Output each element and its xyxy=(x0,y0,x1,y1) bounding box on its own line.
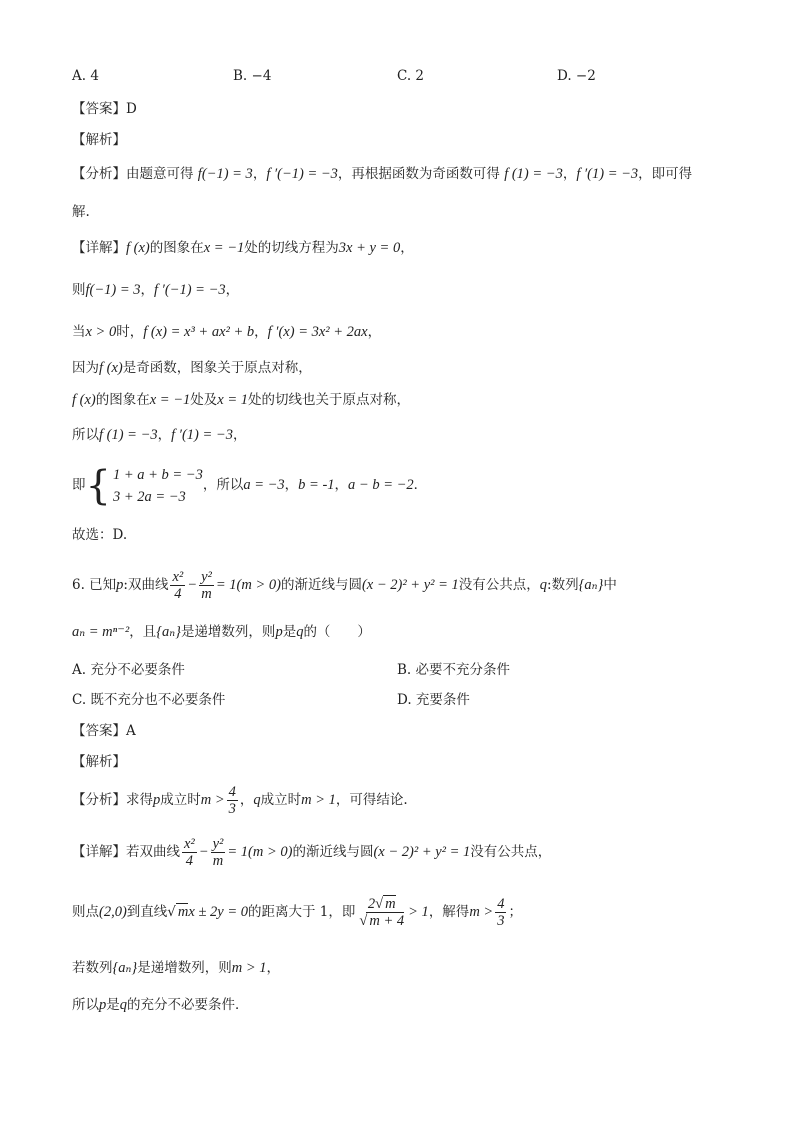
minus-sign: − xyxy=(198,844,209,860)
math-expression: f ′(1) = −3 xyxy=(171,427,233,443)
math-expression: x = 1 xyxy=(217,392,248,408)
math-expression: p xyxy=(99,997,107,1013)
detail-text: ； xyxy=(508,904,522,920)
detail-text: 的渐近线与圆 xyxy=(292,844,374,860)
sqrt-icon: √ xyxy=(359,913,368,929)
stem-text: 的渐近线与圆 xyxy=(280,577,362,593)
math-expression: f (1) = −3 xyxy=(99,427,158,443)
fenxi-text: 求得 xyxy=(126,792,153,808)
detail-text: 到直线 xyxy=(126,904,168,920)
fraction-numerator xyxy=(366,896,398,913)
detail-text: 处的切线也关于原点对称， xyxy=(248,392,410,408)
stem-text: 的（ ） xyxy=(303,624,371,640)
sqrt-content: m xyxy=(177,904,189,920)
detail-text: 时， xyxy=(116,324,144,340)
q5-fenxi-line-2: 解. xyxy=(72,204,90,220)
math-expression: {aₙ} xyxy=(578,577,604,593)
q6-analysis-heading: 【解析】 xyxy=(72,754,126,770)
math-expression: f (x) xyxy=(99,360,123,376)
math-expression: a = −3 xyxy=(243,477,285,493)
math-expression: m > 1 xyxy=(301,792,336,808)
q5-option-b: B. −4 xyxy=(233,68,272,84)
detail-text: 所以 xyxy=(72,997,99,1013)
fraction xyxy=(199,569,214,602)
q5-detail-line-2: 则f(−1) = 3，f ′(−1) = −3， xyxy=(72,282,240,298)
q6-detail-line-4 xyxy=(72,995,249,1015)
math-expression: m > xyxy=(200,792,225,808)
stem-text: :数列 xyxy=(547,577,579,593)
math-expression: f (x) xyxy=(72,392,96,408)
q6-stem-line xyxy=(72,565,617,605)
fraction-numerator: y² xyxy=(212,836,224,852)
answer-label: 【答案】 xyxy=(72,723,126,739)
detail-text: 的图象在 xyxy=(95,392,150,408)
q5-option-a: A. 4 xyxy=(72,68,99,84)
q6-answer-line xyxy=(72,721,136,741)
fenxi-text: ，再根据函数为奇函数可得 xyxy=(337,166,500,182)
stem-text: 是 xyxy=(282,624,297,640)
q5-analysis-heading: 【解析】 xyxy=(72,132,126,148)
fenxi-text: ， xyxy=(239,792,254,808)
math-expression: a − b = −2 xyxy=(348,477,414,493)
q5-answer-line xyxy=(72,99,137,119)
detail-text: 处的切线方程为 xyxy=(244,240,339,256)
stem-text: ，且 xyxy=(129,624,157,640)
math-expression: q xyxy=(539,577,548,593)
detail-text: 当 xyxy=(72,324,86,340)
detail-text: 是递增数列，则 xyxy=(137,960,232,976)
fraction-denominator: 3 xyxy=(497,913,505,929)
detail-text: ， xyxy=(266,960,280,976)
math-expression: p xyxy=(116,577,124,593)
math-expression: f ′(1) = −3 xyxy=(576,166,639,182)
q5-option-c: C. 2 xyxy=(397,68,425,84)
fraction-numerator: 4 xyxy=(497,896,505,912)
fenxi-label: 【分析】 xyxy=(72,792,126,808)
detail-text: 所以 xyxy=(72,427,99,443)
sqrt-icon: √ xyxy=(167,904,176,920)
math-expression: f(−1) = 3 xyxy=(85,282,141,298)
detail-text: 的图象在 xyxy=(149,240,204,256)
fenxi-label: 【分析】 xyxy=(72,166,126,182)
detail-text: ， xyxy=(400,240,414,256)
q6-fenxi-line xyxy=(72,780,408,820)
detail-text: 若数列 xyxy=(72,960,113,976)
detail-label: 【详解】 xyxy=(72,240,126,256)
q5-detail-line-3: 当x > 0时，f (x) = x³ + ax² + b，f ′(x) = 3x² + 2ax， xyxy=(72,324,382,340)
math-expression: b = -1 xyxy=(298,477,335,493)
fraction-denominator: 4 xyxy=(174,586,182,602)
fraction xyxy=(495,896,506,929)
math-expression: f (x) xyxy=(126,240,150,256)
math-expression: f (x) = x³ + ax² + b xyxy=(143,324,255,340)
answer-value: D xyxy=(126,101,137,117)
stem-text: 没有公共点， xyxy=(458,577,540,593)
math-expression: f ′(−1) = −3 xyxy=(154,282,226,298)
math-expression: m > xyxy=(469,904,494,920)
math-expression: = 1(m > 0) xyxy=(227,844,293,860)
answer-label: 【答案】 xyxy=(72,101,126,117)
detail-text: 因为 xyxy=(72,360,99,376)
math-expression: > 1 xyxy=(408,904,429,920)
fraction xyxy=(227,784,238,817)
math-expression: f(−1) = 3 xyxy=(197,166,253,182)
detail-text: 是 xyxy=(106,997,120,1013)
fraction-denominator: 4 xyxy=(185,853,194,869)
answer-value: A xyxy=(126,723,136,739)
q5-detail-line-7: 即 { 1 + a + b = −3 3 + 2a = −3 ，所以a = −3，b = -1，a − b = −2． xyxy=(72,462,428,509)
math-expression: (2,0) xyxy=(99,904,127,920)
fenxi-text: 成立时 xyxy=(160,792,201,808)
q6-option-d: D. 充要条件 xyxy=(397,692,470,708)
q6-stem-line-2 xyxy=(72,622,371,642)
detail-text: 处及 xyxy=(190,392,218,408)
math-expression: f (1) = −3 xyxy=(504,166,563,182)
math-expression: {aₙ} xyxy=(156,624,181,640)
math-expression: (x − 2)² + y² = 1 xyxy=(361,577,459,593)
sqrt-content: m xyxy=(385,896,396,912)
detail-text: 的距离大于 1，即 xyxy=(248,904,356,920)
left-brace-icon: { xyxy=(85,462,111,509)
minus-sign: − xyxy=(187,577,198,593)
sqrt-content: m + 4 xyxy=(369,913,405,929)
math-expression: x > 0 xyxy=(85,324,117,340)
math-expression: aₙ = mⁿ⁻² xyxy=(72,624,130,640)
detail-text: 是奇函数，图象关于原点对称， xyxy=(122,360,312,376)
sqrt-icon: √ xyxy=(375,896,384,912)
fraction xyxy=(182,836,197,869)
q6-detail-line-2 xyxy=(72,890,522,934)
detail-text: 的充分不必要条件． xyxy=(127,997,249,1013)
detail-label: 【详解】 xyxy=(72,844,126,860)
fenxi-text: 由题意可得 xyxy=(126,166,194,182)
coefficient: 2 xyxy=(367,896,376,912)
equation-system xyxy=(86,464,203,508)
math-expression: q xyxy=(253,792,261,808)
q6-option-c: C. 既不充分也不必要条件 xyxy=(72,692,226,708)
q5-detail-line-6: 所以f (1) = −3，f ′(1) = −3， xyxy=(72,427,247,443)
stem-text: :双曲线 xyxy=(123,577,169,593)
math-expression: (x − 2)² + y² = 1 xyxy=(373,844,471,860)
fraction-denominator: m xyxy=(201,586,212,602)
stem-text: 是递增数列，则 xyxy=(180,624,276,640)
detail-text: 则 xyxy=(72,282,86,298)
detail-text: 没有公共点， xyxy=(470,844,552,860)
stem-text: 中 xyxy=(603,577,617,593)
detail-text: ，解得 xyxy=(428,904,470,920)
detail-text: ，所以 xyxy=(202,477,244,493)
q6-detail-line-3 xyxy=(72,958,280,978)
q5-detail-line xyxy=(72,238,414,258)
math-expression: q xyxy=(296,624,304,640)
fenxi-text: 成立时 xyxy=(260,792,302,808)
q6-detail-line xyxy=(72,832,551,872)
fraction xyxy=(170,569,185,602)
detail-text: 则点 xyxy=(72,904,99,920)
math-expression: p xyxy=(153,792,161,808)
q6-option-b: B. 必要不充分条件 xyxy=(397,662,511,678)
math-expression: q xyxy=(119,997,127,1013)
fraction-numerator: 4 xyxy=(228,784,236,800)
q5-option-d: D. −2 xyxy=(557,68,596,84)
equation-row: 1 + a + b = −3 xyxy=(112,466,203,483)
equation-row: 3 + 2a = −3 xyxy=(112,488,186,505)
fraction-denominator: 3 xyxy=(228,801,236,817)
math-expression: f ′(x) = 3x² + 2ax xyxy=(267,324,368,340)
q5-detail-line-4 xyxy=(72,358,312,378)
detail-text: 若双曲线 xyxy=(126,844,180,860)
math-expression: x ± 2y = 0 xyxy=(188,904,249,920)
fraction xyxy=(211,836,226,869)
math-expression: x = −1 xyxy=(149,392,191,408)
math-expression: 3x + y = 0 xyxy=(338,240,401,256)
question-number: 6. 已知 xyxy=(72,577,117,593)
q5-select-line: 故选：D. xyxy=(72,527,128,543)
q5-detail-line-5 xyxy=(72,390,410,410)
fraction-denominator: m xyxy=(212,853,224,869)
math-expression: {aₙ} xyxy=(112,960,138,976)
fraction-denominator xyxy=(357,913,406,929)
q5-fenxi-line: 【分析】由题意可得 f(−1) = 3，f ′(−1) = −3，再根据函数为奇函数可得 f (1) = −3，f ′(1) = −3，即可得 xyxy=(72,166,693,182)
fenxi-text: ，可得结论. xyxy=(335,792,408,808)
q6-option-a: A. 充分不必要条件 xyxy=(72,662,185,678)
math-expression: m > 1 xyxy=(231,960,267,976)
fraction-numerator: y² xyxy=(201,569,212,585)
math-expression: f ′(−1) = −3 xyxy=(266,166,338,182)
math-expression: p xyxy=(275,624,283,640)
fraction xyxy=(357,896,406,929)
math-expression: = 1(m > 0) xyxy=(215,577,281,593)
detail-text: 即 xyxy=(72,477,86,493)
fenxi-text: ，即可得 xyxy=(638,166,693,182)
fraction-numerator: x² xyxy=(184,836,195,852)
fraction-numerator: x² xyxy=(172,569,184,585)
math-expression: x = −1 xyxy=(203,240,245,256)
